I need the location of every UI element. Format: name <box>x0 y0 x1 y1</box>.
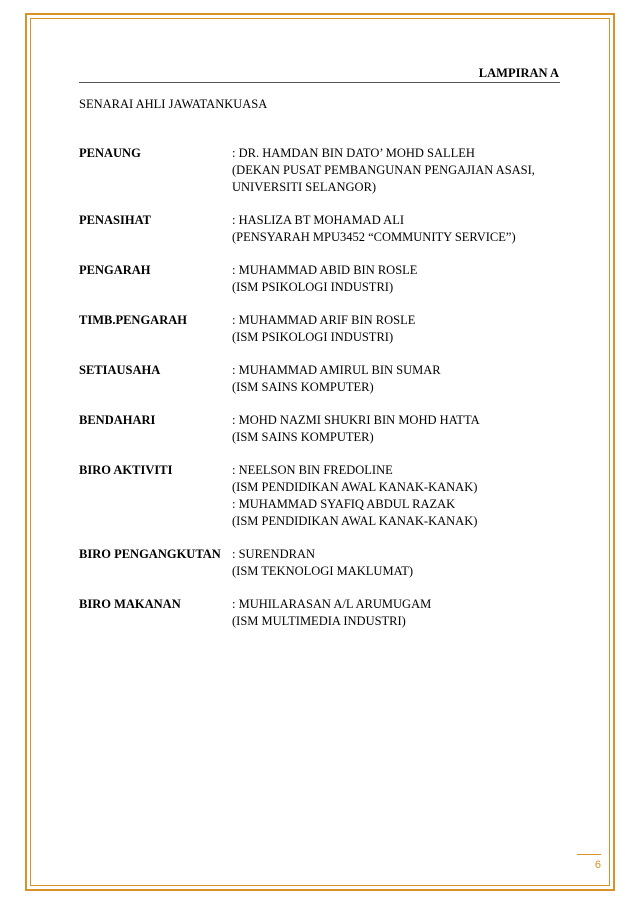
committee-entry <box>79 312 559 346</box>
committee-entry <box>79 412 559 446</box>
member-detail-line: UNIVERSITI SELANGOR) <box>232 180 377 194</box>
document-title: SENARAI AHLI JAWATANKUASA <box>79 97 268 111</box>
committee-entry <box>79 145 559 196</box>
appendix-label: LAMPIRAN A <box>478 66 559 80</box>
committee-role: BIRO AKTIVITI <box>79 463 173 477</box>
committee-list <box>79 145 559 646</box>
page-number-divider <box>577 854 601 855</box>
committee-member-details <box>232 546 559 580</box>
committee-role: SETIAUSAHA <box>79 363 161 377</box>
member-detail-line: : DR. HAMDAN BIN DATO’ MOHD SALLEH <box>232 146 475 160</box>
member-detail-line: (DEKAN PUSAT PEMBANGUNAN PENGAJIAN ASASI, <box>232 163 535 177</box>
committee-entry <box>79 596 559 630</box>
committee-entry <box>79 546 559 580</box>
member-detail-line: (ISM PSIKOLOGI INDUSTRI) <box>232 330 394 344</box>
committee-member-details <box>232 596 559 630</box>
member-detail-line: : MUHILARASAN A/L ARUMUGAM <box>232 597 432 611</box>
member-detail-line: (ISM SAINS KOMPUTER) <box>232 380 374 394</box>
committee-entry <box>79 262 559 296</box>
committee-entry <box>79 212 559 246</box>
member-detail-line: (ISM SAINS KOMPUTER) <box>232 430 374 444</box>
committee-member-details <box>232 262 559 296</box>
committee-member-details <box>232 312 559 346</box>
committee-role: BENDAHARI <box>79 413 156 427</box>
member-detail-line: (ISM TEKNOLOGI MAKLUMAT) <box>232 564 414 578</box>
committee-entry <box>79 462 559 530</box>
committee-role: BIRO PENGANGKUTAN <box>79 547 221 561</box>
committee-member-details <box>232 145 559 196</box>
committee-member-details <box>232 212 559 246</box>
member-detail-line: : MOHD NAZMI SHUKRI BIN MOHD HATTA <box>232 413 480 427</box>
committee-role: PENAUNG <box>79 146 141 160</box>
member-detail-line: : MUHAMMAD SYAFIQ ABDUL RAZAK <box>232 497 456 511</box>
committee-role: PENGARAH <box>79 263 151 277</box>
committee-role: PENASIHAT <box>79 213 152 227</box>
member-detail-line: (ISM PENDIDIKAN AWAL KANAK-KANAK) <box>232 514 478 528</box>
committee-role: TIMB.PENGARAH <box>79 313 187 327</box>
member-detail-line: : MUHAMMAD ABID BIN ROSLE <box>232 263 418 277</box>
member-detail-line: : HASLIZA BT MOHAMAD ALI <box>232 213 404 227</box>
member-detail-line: : NEELSON BIN FREDOLINE <box>232 463 393 477</box>
member-detail-line: (ISM PSIKOLOGI INDUSTRI) <box>232 280 394 294</box>
committee-member-details <box>232 412 559 446</box>
member-detail-line: (ISM MULTIMEDIA INDUSTRI) <box>232 614 406 628</box>
member-detail-line: : MUHAMMAD AMIRUL BIN SUMAR <box>232 363 441 377</box>
committee-entry <box>79 362 559 396</box>
page-number: 6 <box>594 859 601 871</box>
committee-member-details <box>232 462 559 530</box>
member-detail-line: (ISM PENDIDIKAN AWAL KANAK-KANAK) <box>232 480 478 494</box>
header-divider <box>79 82 560 83</box>
committee-role: BIRO MAKANAN <box>79 597 181 611</box>
committee-member-details <box>232 362 559 396</box>
member-detail-line: : SURENDRAN <box>232 547 315 561</box>
member-detail-line: : MUHAMMAD ARIF BIN ROSLE <box>232 313 416 327</box>
member-detail-line: (PENSYARAH MPU3452 “COMMUNITY SERVICE”) <box>232 230 516 244</box>
